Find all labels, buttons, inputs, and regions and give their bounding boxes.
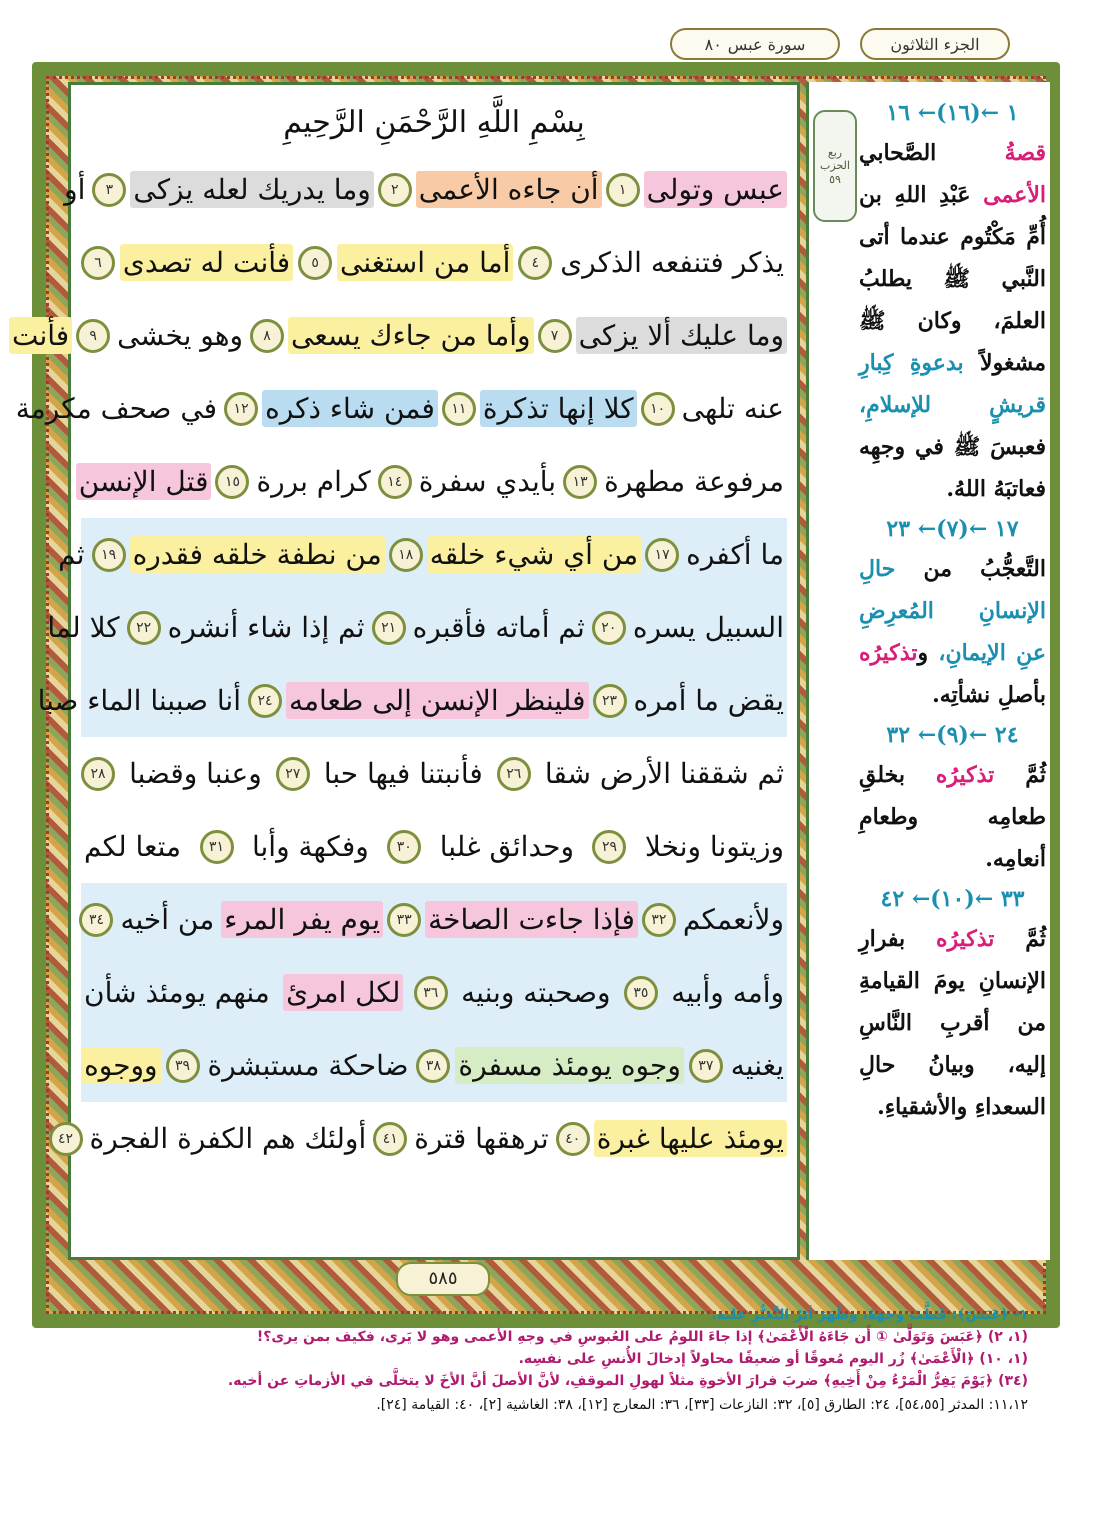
- verse-text: يغنيه: [730, 1049, 784, 1082]
- ayah-number-marker: ٢١: [372, 611, 406, 645]
- verse-text: عنه تلهى: [681, 392, 784, 425]
- verse-line: [81, 956, 787, 1029]
- sidebar-sections: [859, 94, 1046, 1128]
- ayah-number-marker: ٤١: [373, 1122, 407, 1156]
- verse-text: وما عليك ألا يزكى: [576, 317, 787, 354]
- juz-cartouche: [860, 28, 1010, 60]
- verse-text: وفكهة وأبا: [251, 830, 369, 863]
- verse-text: كلا إنها تذكرة: [480, 390, 637, 427]
- verse-text: أو: [64, 173, 86, 206]
- ayah-number-marker: ٢٩: [592, 830, 626, 864]
- ayah-number-marker: ٢٦: [497, 757, 531, 791]
- verse-text: يقض ما أمره: [633, 684, 784, 717]
- surah-number: ٨٠: [704, 34, 722, 54]
- summary-fragment: بخلقِ طعامِه وطعامِ أنعامِه.: [859, 762, 1046, 872]
- ayah-number-marker: ٤٠: [556, 1122, 590, 1156]
- verse-text: ولأنعمكم: [682, 903, 784, 936]
- tafsir-summary: [859, 918, 1046, 1128]
- surah-cartouche: [670, 28, 840, 60]
- verse-text: السبيل يسره: [632, 611, 784, 644]
- ayah-number-marker: ٢٣: [593, 684, 627, 718]
- footnote: (١، ١٠) ﴿الْأَعْمَىٰ﴾ زُر اليوم مُعوقًا أو ضعيفًا محاولاً إدخالَ الأُنسِ على نفسِه.: [518, 1351, 1028, 1367]
- verse-text: وهو يخشى: [117, 319, 244, 352]
- hizb-marker: [813, 110, 857, 222]
- ayah-number-marker: ٣٤: [79, 903, 113, 937]
- verse-text: ثم إذا شاء أنشره: [167, 611, 365, 644]
- ayah-number-marker: ١٠: [641, 392, 675, 426]
- verse-text: من أخيه: [120, 903, 215, 936]
- ayah-number-marker: ٣٧: [689, 1049, 723, 1083]
- summary-fragment: بدعوةِ كِبارِ قريشٍ للإسلامِ،: [859, 350, 1046, 418]
- ayah-number-marker: ١: [606, 173, 640, 207]
- ayah-number-marker: ١٣: [563, 465, 597, 499]
- tafsir-summary: [859, 132, 1046, 510]
- verse-text: وزيتونا ونخلا: [644, 830, 784, 863]
- verse-text: وأمه وأبيه: [671, 976, 784, 1009]
- footnote: (٣٤) ﴿يَوْمَ يَفِرُّ الْمَرْءُ مِنْ أَخِيهِ﴾ ضربَ فرارَ الأخوةِ مثلاً لهولِ الموقفِ، لأنَّ الأصلَ أنَّ الأخَ لا يتخلَّى في الأزماتِ عن أخيه.: [227, 1373, 1028, 1389]
- ayah-number-marker: ٤: [518, 246, 552, 280]
- ayah-number-marker: ٣٣: [387, 903, 421, 937]
- ayah-number-marker: ١٢: [224, 392, 258, 426]
- ayah-number-marker: ١٤: [378, 465, 412, 499]
- verse-line: [78, 445, 787, 518]
- ayah-number-marker: ٥: [298, 246, 332, 280]
- ayah-number-marker: ١٥: [215, 465, 249, 499]
- verse-text: كلا لما: [47, 611, 120, 644]
- verse-text: كرام بررة: [256, 465, 371, 498]
- verse-text: ثم أماته فأقبره: [412, 611, 585, 644]
- summary-fragment: عَبْدِ اللهِ بن أُمِّ مَكْتُوم عندما أتى النَّبي ﷺ يطلبُ العلمَ، وكان ﷺ مشغولاً: [859, 182, 1046, 376]
- hizb-line1: ربع: [827, 146, 843, 160]
- ayah-number-marker: ٢٢: [127, 611, 161, 645]
- ayah-number-marker: ٢٨: [81, 757, 115, 791]
- summary-fragment: ثُمَّ: [994, 926, 1046, 952]
- verse-text: فلينظر الإنسن إلى طعامه: [286, 682, 589, 719]
- verse-text: مرفوعة مطهرة: [604, 465, 784, 498]
- verse-text: منهم يومئذ شأن: [84, 976, 270, 1009]
- ayah-number-marker: ٣٩: [166, 1049, 200, 1083]
- verse-text: وجوه يومئذ مسفرة: [455, 1047, 683, 1084]
- verse-text: يومئذ عليها غبرة: [594, 1120, 787, 1157]
- verse-text: من أي شيء خلقه: [427, 536, 641, 573]
- footnote: ١- ﴿عَبَسَ﴾: قَطَّبَ وجهَهُ، وظَهَرَ أثرُ التَّغيُّرِ عليه.: [711, 1307, 1028, 1323]
- ayah-number-marker: ٨: [250, 319, 284, 353]
- ayah-number-marker: ١٩: [92, 538, 126, 572]
- verse-text: فمن شاء ذكره: [262, 390, 438, 427]
- verse-text: يذكر فتنفعه الذكرى: [560, 246, 784, 279]
- verse-line: [58, 1102, 787, 1175]
- verse-text: ما أكفره: [686, 538, 784, 571]
- ayah-number-marker: ٣٠: [387, 830, 421, 864]
- verse-text: وعنبا وقضبا: [129, 757, 262, 790]
- verse-text: وصحبته وبنيه: [461, 976, 611, 1009]
- ayah-number-marker: ٩: [76, 319, 110, 353]
- verse-lines: [11, 153, 787, 1175]
- summary-fragment: تذكيرُه: [935, 762, 995, 788]
- verse-text: متعا لكم: [84, 830, 182, 863]
- verse-line: [81, 1029, 787, 1102]
- verse-line: [81, 883, 787, 956]
- verse-text: ووجوه: [81, 1047, 161, 1084]
- verse-text: لكل امرئ: [283, 974, 403, 1011]
- verse-text: قتل الإنسن: [76, 463, 212, 500]
- footnote: (١، ٢) ﴿عَبَسَ وَتَوَلَّىٰ ① أَن جَاءَهُ الْأَعْمَىٰ﴾ إذا جاءَ اللومُ على العُبوسِ في وجهِ الأعمى وهو لا يَرى، فكيف بمن يرى؟!: [256, 1329, 1028, 1345]
- ayah-number-marker: ٣٥: [624, 976, 658, 1010]
- juz-label: الجزء الثلاثون: [890, 34, 980, 54]
- verse-text: فأنت له تصدى: [120, 244, 293, 281]
- footnotes: [128, 1304, 1028, 1416]
- verse-line: [64, 153, 787, 226]
- summary-fragment: الصَّحابي: [859, 140, 1005, 166]
- tafsir-sidebar: [806, 82, 1050, 1260]
- verse-text: ثم شققنا الأرض شقا: [544, 757, 784, 790]
- summary-fragment: بأصلِ نشأتِه.: [932, 682, 1046, 708]
- summary-fragment: و: [917, 640, 939, 666]
- page-number: ٥٨٥: [396, 1262, 490, 1296]
- tafsir-summary: [859, 754, 1046, 880]
- summary-fragment: تذكيرُه: [935, 926, 995, 952]
- verse-text: أنا صببنا الماء صبا: [37, 684, 241, 717]
- summary-fragment: تذكيرُه: [859, 640, 918, 666]
- verse-line: [11, 299, 787, 372]
- verse-text: أولئك هم الكفرة الفجرة: [89, 1122, 367, 1155]
- verse-text: عبس وتولى: [644, 171, 787, 208]
- verse-line: [15, 372, 787, 445]
- ayah-number-marker: ٣٨: [416, 1049, 450, 1083]
- verse-text: وحدائق غلبا: [439, 830, 574, 863]
- verse-text: يوم يفر المرء: [221, 901, 383, 938]
- summary-fragment: قصةُ: [1004, 140, 1046, 166]
- ayah-number-marker: ٣١: [200, 830, 234, 864]
- cross-references: ١١،١٢: المدثر [٥٤،٥٥]، ٢٤: الطارق [٥]، ٣٢: النازعات [٣٣]، ٣٦: المعارج [١٢]، ٣٨: الغاشية [٢]، ٤٠: القيامة [٢٤].: [376, 1397, 1028, 1413]
- ayah-number-marker: ٤٢: [49, 1122, 83, 1156]
- page-header: [80, 28, 1010, 62]
- verse-line: [47, 591, 787, 664]
- verse-line: [58, 518, 787, 591]
- summary-fragment: الأعمى: [983, 182, 1046, 208]
- verse-text: فإذا جاءت الصاخة: [425, 901, 638, 938]
- verse-text: ضاحكة مستبشرة: [207, 1049, 409, 1082]
- verse-range-heading: ١ ←(١٦)← ١٦: [886, 100, 1019, 126]
- ayah-number-marker: ١١: [442, 392, 476, 426]
- summary-fragment: ثُمَّ: [994, 762, 1046, 788]
- verse-range-heading: ١٧ ←(٧)← ٢٣: [886, 516, 1019, 542]
- ayah-number-marker: ١٨: [389, 538, 423, 572]
- verse-text: من نطفة خلقه فقدره: [130, 536, 385, 573]
- hizb-line2: الحزب: [820, 159, 850, 173]
- tafsir-summary: [859, 548, 1046, 716]
- ayah-number-marker: ١٧: [645, 538, 679, 572]
- ayah-number-marker: ٣٦: [414, 976, 448, 1010]
- basmala: بِسْمِ اللَّهِ الرَّحْمَنِ الرَّحِيمِ: [283, 105, 585, 140]
- hizb-number: ٥٩: [829, 172, 841, 186]
- verse-text: أن جاءه الأعمى: [416, 171, 602, 208]
- surah-label: سورة عبس: [727, 34, 806, 54]
- summary-fragment: فعبسَ ﷺ في وجهِه فعاتبَهُ اللهُ.: [859, 434, 1046, 502]
- verse-text: بأيدي سفرة: [418, 465, 557, 498]
- summary-fragment: حالِ الإنسانِ المُعرِضِ عنِ الإيمانِ،: [859, 556, 1046, 666]
- verse-line: [81, 737, 787, 810]
- ayah-number-marker: ٢٠: [592, 611, 626, 645]
- ayah-number-marker: ٦: [81, 246, 115, 280]
- summary-fragment: التَّعجُّبُ من: [895, 556, 1046, 582]
- quran-text-box: [11, 82, 800, 1260]
- ayah-number-marker: ٣: [92, 173, 126, 207]
- verse-text: فأنت: [9, 317, 72, 354]
- verse-text: في صحف مكرمة: [15, 392, 218, 425]
- ayah-number-marker: ٢٤: [248, 684, 282, 718]
- ayah-number-marker: ٧: [538, 319, 572, 353]
- verse-text: وما يدريك لعله يزكى: [130, 171, 373, 208]
- verse-text: وأما من جاءك يسعى: [288, 317, 534, 354]
- ayah-number-marker: ٣٢: [642, 903, 676, 937]
- summary-fragment: بفرارِ الإنسانِ يومَ القيامةِ من أقربِ النَّاسِ إليه، وبيانُ حالِ السعداءِ والأشقياءِ.: [859, 926, 1046, 1120]
- verse-line: [37, 664, 787, 737]
- verse-text: ترهقها قترة: [414, 1122, 549, 1155]
- verse-line: [81, 226, 787, 299]
- verse-line: [81, 810, 787, 883]
- verse-text: فأنبتنا فيها حبا: [323, 757, 483, 790]
- ayah-number-marker: ٢: [378, 173, 412, 207]
- ayah-number-marker: ٢٧: [276, 757, 310, 791]
- verse-text: ثم: [58, 538, 85, 571]
- verse-range-heading: ٣٣ ←(١٠)← ٤٢: [880, 886, 1025, 912]
- verse-range-heading: ٢٤ ←(٩)← ٣٢: [886, 722, 1019, 748]
- verse-text: أما من استغنى: [337, 244, 513, 281]
